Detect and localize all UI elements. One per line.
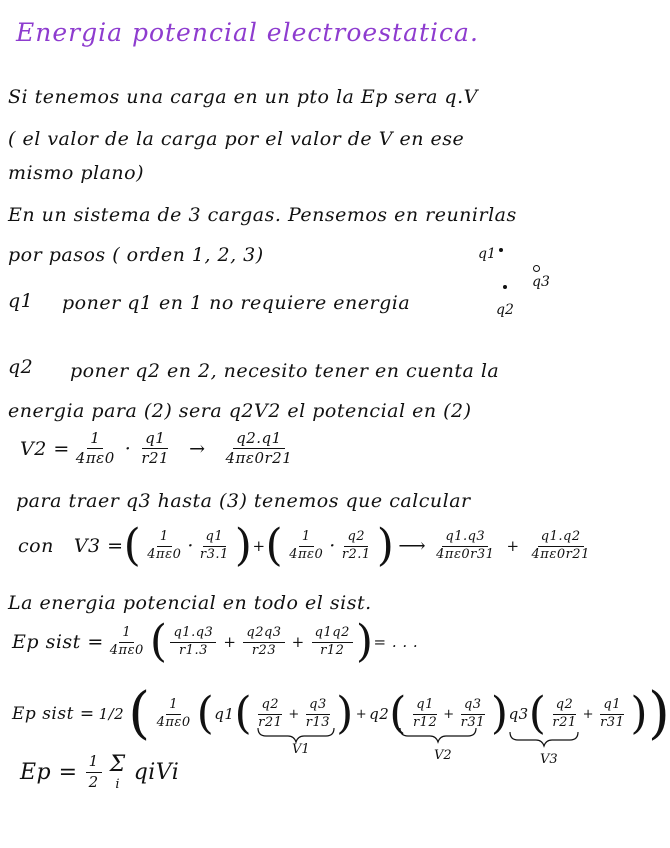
text-line-1: Si tenemos una carga en un pto la Ep sera q.V <box>8 86 478 108</box>
ep-sist-lhs: Ep sist = <box>12 631 104 653</box>
label-v1: V1 <box>292 742 310 757</box>
underbrace-v1 <box>258 728 334 742</box>
label-v2: V2 <box>434 748 452 763</box>
fraction-constant: $\frac{1}{4\pi\varepsilon 0}$ <box>156 696 191 730</box>
fraction-q1q3: $\frac{q1.q3}{4\pi\varepsilon 0r31}$ <box>436 528 495 562</box>
fraction-q2-r21: $\frac{q2}{r21}$ <box>258 696 283 730</box>
equation-ep-sist-1: Ep sist = $\frac{1}{4\pi\varepsilon 0}$ ( $\frac{q1.q3}{r1.3}$ + $\frac{q2q3}{r23}$ + $\frac{q1q2}{r12}$ ) = . . . <box>12 616 419 667</box>
fraction-q2-r21: $\frac{q2}{r2.1}$ <box>341 528 371 562</box>
equation-v2: V2 = $\frac{1}{4\pi\varepsilon 0}$ · $\frac{q1}{r21}$ → $\frac{q2.q1}{4\pi\varepsilon 0r21}$ <box>20 430 298 468</box>
page-title: Energia potencial electroestatica. <box>16 18 479 47</box>
fraction-constant: $\frac{1}{4\pi\varepsilon 0}$ <box>109 624 144 658</box>
fraction-q2q1: $\frac{q2.q1}{4\pi\varepsilon 0r21}$ <box>225 429 293 468</box>
underbrace-v2 <box>400 728 476 742</box>
point-label-q1: q1 <box>478 246 496 262</box>
point-label-q3: q3 <box>532 274 550 290</box>
sum-term: qiVi <box>133 759 180 785</box>
text-line-4: En un sistema de 3 cargas. Pensemos en reunirlas <box>8 204 517 226</box>
fraction-q2-r21-b: $\frac{q2}{r21}$ <box>552 696 577 730</box>
equation-v3: con V3 = ( $\frac{1}{4\pi\varepsilon 0}$ · $\frac{q1}{r3.1}$ ) + ( $\frac{1}{4\pi\varepsilon 0}$ · $\frac{q2}{r2.1}$ ) ⟶ $\frac{q1.q3}{4\pi\varepsilon 0r31}$ + $\frac{q1.q2}{4\pi\varepsilon 0r21}$ <box>18 524 596 568</box>
v3-prefix: con <box>18 535 54 557</box>
fraction-q1q2-r12: $\frac{q1q2}{r12}$ <box>312 626 353 659</box>
fraction-q3-r13: $\frac{q3}{r13}$ <box>305 696 331 730</box>
sum-symbol: Σ i <box>109 752 126 792</box>
fraction-q1q3-r13: $\frac{q1.q3}{r1.3}$ <box>170 626 216 659</box>
arrow: → <box>189 437 206 460</box>
equation-ep-sum <box>20 752 179 792</box>
text-line-9: para traer q3 hasta (3) tenemos que calcular <box>16 490 471 512</box>
fraction-q1-r31: $\frac{q1}{r31}$ <box>600 696 625 730</box>
fraction-q1-r31: $\frac{q1}{r3.1}$ <box>199 528 229 562</box>
text-line-11: La energia potencial en todo el sist. <box>8 592 372 614</box>
step-q1-label: q1 <box>8 290 34 312</box>
fraction-q3-r31: $\frac{q3}{r31}$ <box>460 696 485 730</box>
step-q2-text: poner q2 en 2, necesito tener en cuenta la <box>70 360 500 382</box>
fraction-q1-r21: $\frac{q1}{r21}$ <box>141 429 170 468</box>
fraction-constant: $\frac{1}{4\pi\varepsilon 0}$ <box>147 528 182 562</box>
ep-lhs: Ep = <box>20 759 78 785</box>
label-v3: V3 <box>540 752 558 767</box>
fraction-constant: $\frac{1}{4\pi\varepsilon 0}$ <box>75 429 115 468</box>
step-q2-label: q2 <box>8 356 34 378</box>
fraction-q2q3-r23: $\frac{q2q3}{r23}$ <box>243 626 284 659</box>
step-q1-text: poner q1 en 1 no requiere energia <box>62 292 411 314</box>
fraction-half: $\frac{1}{2}$ <box>86 753 102 791</box>
fraction-q1q2: $\frac{q1.q2}{4\pi\varepsilon 0r21}$ <box>531 528 590 562</box>
underbrace-v3 <box>510 732 578 746</box>
text-line-5: por pasos ( orden 1, 2, 3) <box>8 244 264 266</box>
fraction-q1-r12: $\frac{q1}{r12}$ <box>412 696 438 730</box>
text-line-2: ( el valor de la carga por el valor de V en ese <box>8 128 465 150</box>
text-line-8: energia para (2) sera q2V2 el potencial en (2) <box>8 400 472 422</box>
v3-lhs: V3 = <box>73 535 124 557</box>
text-line-3: mismo plano) <box>8 162 144 184</box>
point-label-q2: q2 <box>496 302 514 318</box>
fraction-constant: $\frac{1}{4\pi\varepsilon 0}$ <box>289 528 324 562</box>
v2-lhs: V2 = <box>20 437 70 460</box>
ep-sist2-lhs: Ep sist = <box>12 704 95 724</box>
equation-ep-sist-2: Ep sist = 1/2 ( $\frac{1}{4\pi\varepsilon 0}$ ( q1 ( $\frac{q2}{r21}$ + $\frac{q3}{r13}$ ) + q2 ( $\frac{q1}{r12}$ + $\frac{q3}{r31}$ ) q3 ( $\frac{q2}{r21}$ + $\frac{q1}{r31}$ ) ) <box>12 681 670 746</box>
